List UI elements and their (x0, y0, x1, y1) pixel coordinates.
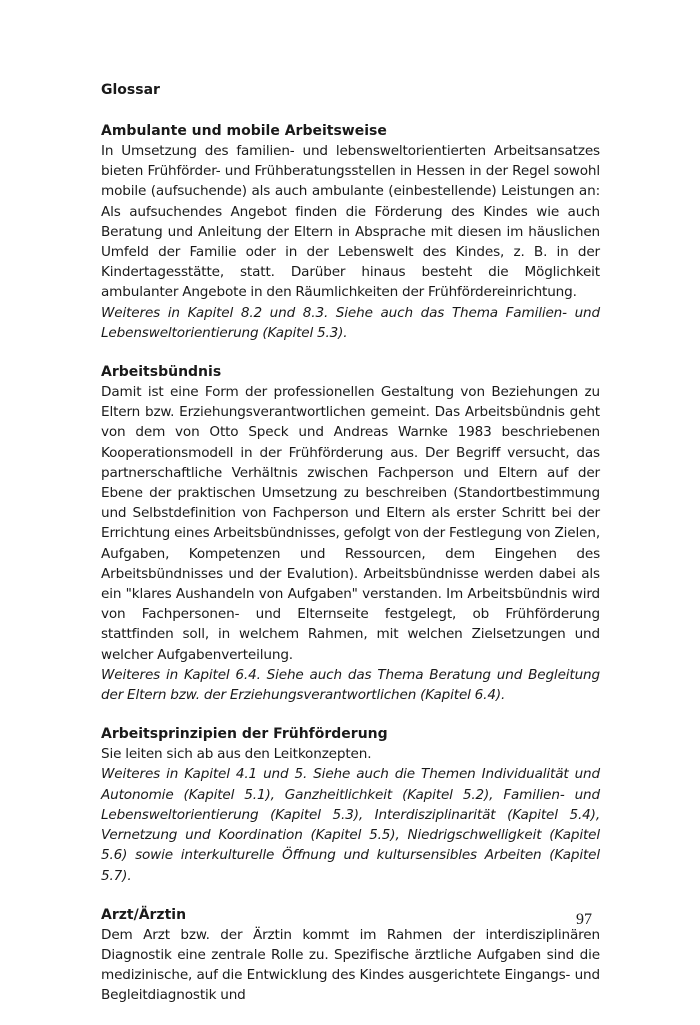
document-page (101, 80, 600, 1025)
glossary-entry-arbeitsbuendnis (101, 362, 600, 705)
entry-body: Damit ist eine Form der professionellen Gestaltung von Beziehungen zu Eltern bzw. Erziehungsverantwortlichen gemeint. Das Arbeitsbündnis geht von dem von Otto Speck und Andreas Warnke 1983 beschriebenen Kooperationsmodell in der Frühförderung aus. Der Begriff versucht, das partnerschaftliche Verhältnis zwischen Fachperson und Eltern auf der Ebene der praktischen Umsetzung zu beschreiben (Standortbestimmung und Selbstdefinition von Fachperson und Eltern als erster Schritt bei der Errichtung eines Arbeitsbündnisses, gefolgt von der Festlegung von Zielen, Aufgaben, Kompetenzen und Ressourcen, dem Eingehen des Arbeitsbündnisses und der Evalution). Arbeitsbündnisse werden dabei als ein "klares Aushandeln von Aufgaben" verstanden. Im Arbeitsbündnis wird von Fachpersonen- und Elternseite festgelegt, ob Frühförderung stattfinden soll, in welchem Rahmen, mit welchen Zielsetzungen und welcher Aufgabenverteilung. (101, 384, 600, 663)
entry-body: Dem Arzt bzw. der Ärztin kommt im Rahmen der interdisziplinären Diagnostik eine zentrale Rolle zu. Spezifische ärztliche Aufgaben sind die medizinische, auf die Entwicklung des Kindes ausgerichtete Eingangs- und Begleitdiagnostik und (101, 926, 600, 1004)
entry-body: Sie leiten sich ab aus den Leitkonzepten. (101, 746, 372, 763)
glossary-entry-arzt (101, 905, 600, 1006)
entry-reference: Weiteres in Kapitel 8.2 und 8.3. Siehe auch das Thema Familien- und Lebensweltorientierung (Kapitel 5.3). (101, 304, 600, 341)
glossary-entry-arbeitsprinzipien (101, 724, 600, 885)
page-title: Glossar (101, 82, 160, 98)
entry-heading: Arbeitsprinzipien der Frühförderung (101, 726, 388, 743)
entry-heading: Arzt/Ärztin (101, 906, 187, 923)
page-number: 97 (576, 911, 592, 928)
entry-body: In Umsetzung des familien- und lebensweltorientierten Arbeitsansatzes bieten Frühförder- und Frühberatungsstellen in Hessen in der Regel sowohl mobile (aufsuchende) als auch ambulante (einbestellende) Leistungen an: Als aufsuchendes Angebot finden die Förderung des Kindes wie auch Beratung und Anleitung der Eltern in Absprache mit diesen im häuslichen Umfeld der Familie oder in der Lebenswelt des Kindes, z. B. in der Kindertagesstätte, statt. Darüber hinaus besteht die Möglichkeit ambulanter Angebote in den Räumlichkeiten der Frühfördereinrichtung. (101, 143, 600, 301)
entry-reference: Weiteres in Kapitel 6.4. Siehe auch das Thema Beratung und Begleitung der Eltern bzw. der Erziehungsverantwortlichen (Kapitel 6.4). (101, 666, 600, 704)
entry-heading: Ambulante und mobile Arbeitsweise (101, 123, 387, 139)
glossary-entry-ambulante-arbeitsweise (101, 121, 600, 343)
entry-reference: Weiteres in Kapitel 4.1 und 5. Siehe auch die Themen Individualität und Autonomie (Kapitel 5.1), Ganzheitlichkeit (Kapitel 5.2), Familien- und Lebensweltorientierung (Kapitel 5.3), Interdisziplinarität (Kapitel 5.4), Vernetzung und Koordination (Kapitel 5.5), Niedrigschwelligkeit (Kapitel 5.6) sowie interkulturelle Öffnung und kultursensibles Arbeiten (Kapitel 5.7). (101, 766, 600, 884)
entry-heading: Arbeitsbündnis (101, 364, 222, 381)
